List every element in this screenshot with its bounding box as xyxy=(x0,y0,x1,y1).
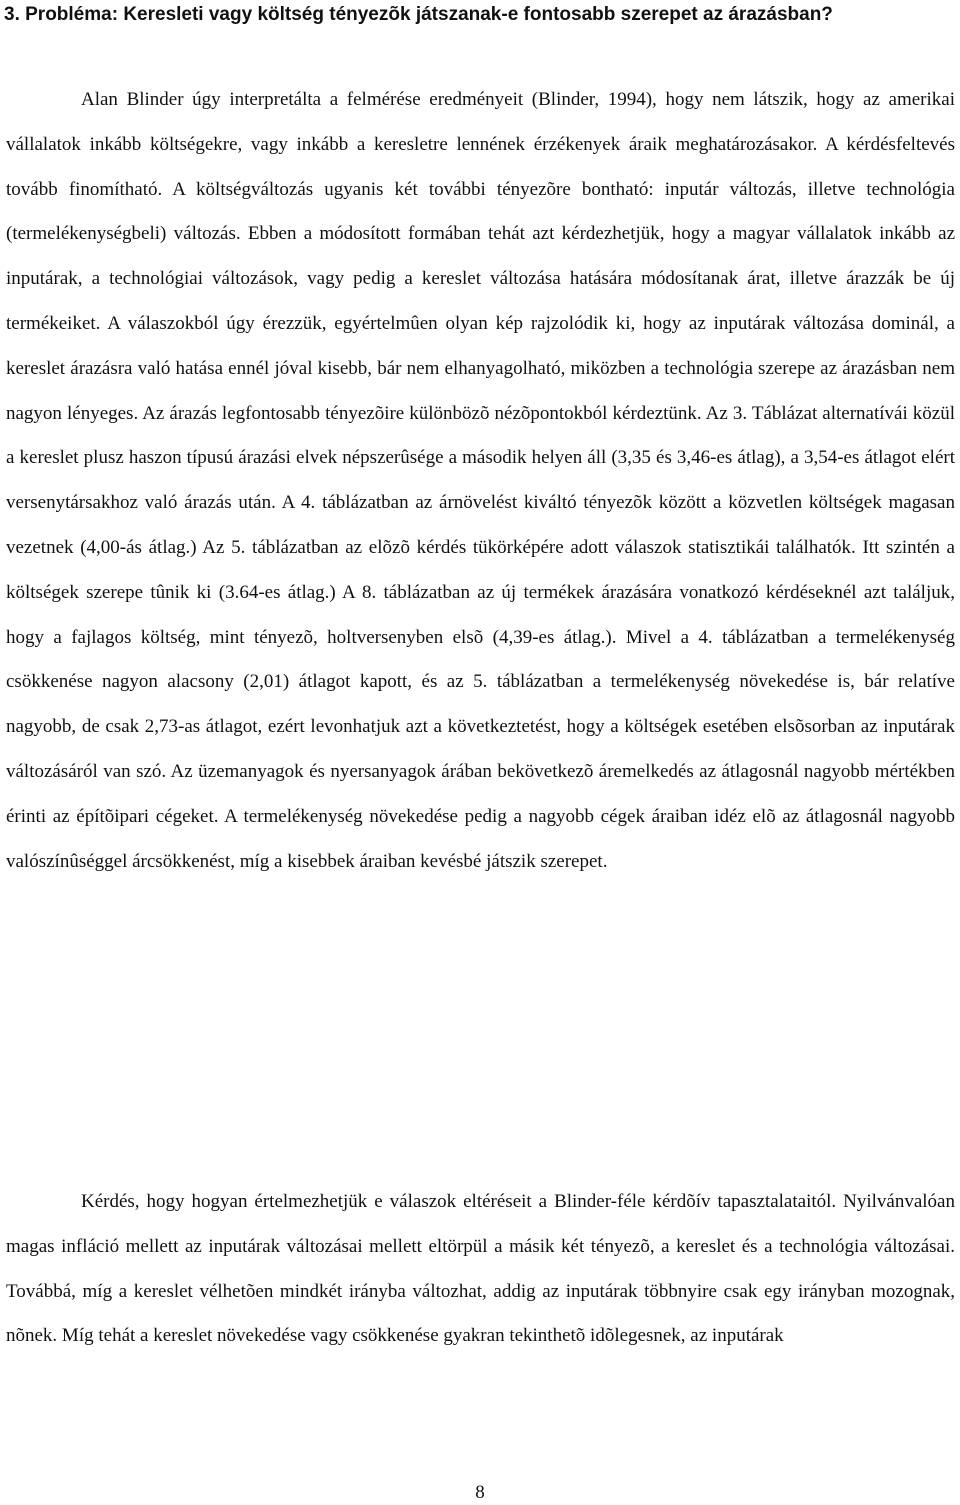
body-paragraph-2: Kérdés, hogy hogyan értelmezhetjük e válaszok eltéréseit a Blinder-féle kérdõív tapasztalataitól. Nyilvánvalóan magas infláció mellett az inputárak változásai mellett eltörpül a másik két tényezõ, a kereslet és a technológia változásai. Továbbá, míg a kereslet vélhetõen mindkét irányba változhat, addig az inputárak többnyire csak egy irányban mozognak, nõnek. Míg tehát a kereslet növekedése vagy csökkenése gyakran tekinthetõ idõlegesnek, az inputárak xyxy=(6,1191,955,1347)
body-paragraph-1: Alan Blinder úgy interpretálta a felmérése eredményeit (Blinder, 1994), hogy nem látszik, hogy az amerikai vállalatok inkább költségekre, vagy inkább a keresletre lennének érzékenyek áraik meghatározásakor. A kérdésfeltevés tovább finomítható. A költségváltozás ugyanis két további tényezõre bontható: inputár változás, illetve technológia (termelékenységbeli) változás. Ebben a módosított formában tehát azt kérdezhetjük, hogy a magyar vállalatok inkább az inputárak, a technológiai változások, vagy pedig a kereslet változása hatására módosítanak árat, illetve árazzák be új termékeiket. A válaszokból úgy érezzük, egyértelmûen olyan kép rajzolódik ki, hogy az inputárak változása dominál, a kereslet árazásra való hatása ennél jóval kisebb, bár nem elhanyagolható, miközben a technológia szerepe az árazásban nem nagyon lényeges. Az árazás legfontosabb tényezõire különbözõ nézõpontokból kérdeztünk. Az 3. Táblázat alternatívái közül a kereslet plusz haszon típusú árazási elvek népszerûsége a második helyen áll (3,35 és 3,46-es átlag), a 3,54-es átlagot elért versenytársakhoz való árazás után. A 4. táblázatban az árnövelést kiváltó tényezõk között a közvetlen költségek magasan vezetnek (4,00-ás átlag.) Az 5. táblázatban az elõzõ kérdés tükörképére adott válaszok statisztikái találhatók. Itt szintén a költségek szerepe tûnik ki (3.64-es átlag.) A 8. táblázatban az új termékek árazására vonatkozó kérdéseknél azt találjuk, hogy a fajlagos költség, mint tényezõ, holtversenyben elsõ (4,39-es átlag.). Mivel a 4. táblázatban a termelékenység csökkenése nagyon alacsony (2,01) átlagot kapott, és az 5. táblázatban a termelékenység növekedése is, bár relatíve nagyobb, de csak 2,73-as átlagot, ezért levonhatjuk azt a következtetést, hogy a költségek esetében elsõsorban az inputárak változásáról van szó. Az üzemanyagok és nyersanyagok árában bekövetkezõ áremelkedés az átlagosnál nagyobb mértékben érinti az építõipari cégeket. A termelékenység növekedése pedig a nagyobb cégek áraiban idéz elõ az átlagosnál nagyobb valószínûséggel árcsökkenést, míg a kisebbek áraiban kevésbé játszik szerepet. xyxy=(6,89,955,872)
section-heading: 3. Probléma: Keresleti vagy költség tényezõk játszanak-e fontosabb szerepet az árazásban? xyxy=(4,4,833,25)
page-number: 8 xyxy=(475,1482,485,1503)
